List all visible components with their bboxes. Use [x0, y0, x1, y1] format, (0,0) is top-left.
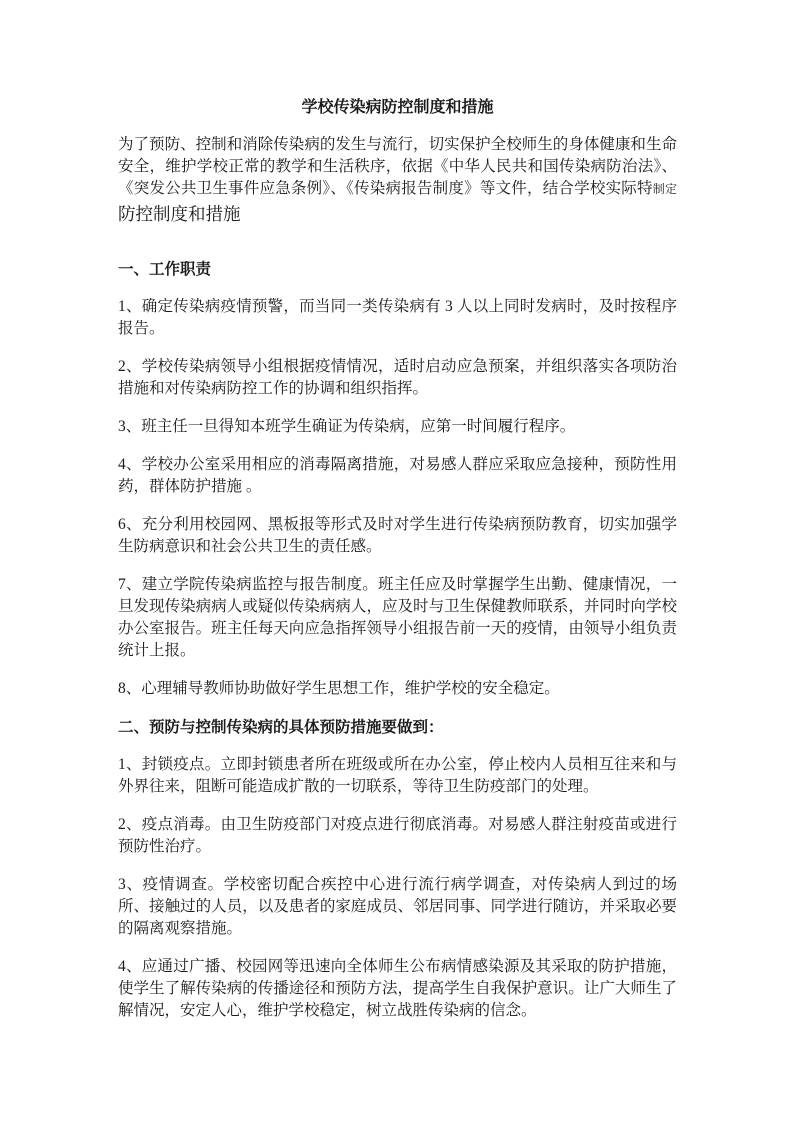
document-title: 学校传染病防控制度和措施: [301, 97, 494, 116]
section1-item-7: 7、建立学院传染病监控与报告制度。班主任应及时掌握学生出勤、健康情况，一旦发现传染病病人或疑似传染病病人，应及时与卫生保健教师联系，并同时向学校办公室报告。班主任每天向应急指挥领导小组报告前一天的疫情，由领导小组负责统计上报。: [118, 576, 677, 659]
intro-text: 为了预防、控制和消除传染病的发生与流行，切实保护全校师生的身体健康和生命安全，维护学校正常的教学和生活秩序，依据《中华人民共和国传染病防治法》、《突发公共卫生事件应急条例》、《传染病报告制度》等文件，结合学校实际特: [118, 136, 677, 197]
section1-item-2: 2、学校传染病领导小组根据疫情情况，适时启动应急预案，并组织落实各项防治措施和对传染病防控工作的协调和组织指挥。: [118, 358, 677, 397]
section2-item-4: 4、应通过广播、校园网等迅速向全体师生公布病情感染源及其采取的防护措施，使学生了解传染病的传播途径和预防方法，提高学生自我保护意识。让广大师生了解情况，安定人心，维护学校稳定，树立战胜传染病的信念。: [118, 958, 677, 1019]
section2-item-2: 2、疫点消毒。由卫生防疫部门对疫点进行彻底消毒。对易感人群注射疫苗或进行预防性治疗。: [118, 816, 677, 855]
section1-item-4: 4、学校办公室采用相应的消毒隔离措施，对易感人群应采取应急接种，预防性用药，群体防护措施 。: [118, 456, 677, 495]
intro-large-text: 防控制度和措施: [118, 204, 241, 224]
section1-item-8: 8、心理辅导教师协助做好学生思想工作，维护学校的安全稳定。: [118, 680, 560, 697]
section1-item-1: 1、确定传染病疫情预警，而当同一类传染病有 3 人以上同时发病时，及时按程序报告。: [118, 298, 677, 337]
intro-paragraph: [118, 134, 677, 228]
section1-item-6: 6、充分利用校园网、黑板报等形式及时对学生进行传染病预防教育，切实加强学生防病意识和社会公共卫生的责任感。: [118, 516, 677, 555]
section2-heading: 二、预防与控制传染病的具体预防措施要做到：: [118, 718, 444, 736]
intro-small-text: 制定: [652, 182, 677, 196]
section2-item-1: 1、封锁疫点。立即封锁患者所在班级或所在办公室，停止校内人员相互往来和与外界往来，阻断可能造成扩散的一切联系，等待卫生防疫部门的处理。: [118, 756, 677, 795]
section2-item-3: 3、疫情调查。学校密切配合疾控中心进行流行病学调查，对传染病人到过的场所、接触过的人员，以及患者的家庭成员、邻居同事、同学进行随访，并采取必要的隔离观察措施。: [118, 876, 677, 937]
section1-heading: 一、工作职责: [118, 260, 212, 278]
section1-item-3: 3、班主任一旦得知本班学生确证为传染病，应第一时间履行程序。: [118, 418, 576, 435]
